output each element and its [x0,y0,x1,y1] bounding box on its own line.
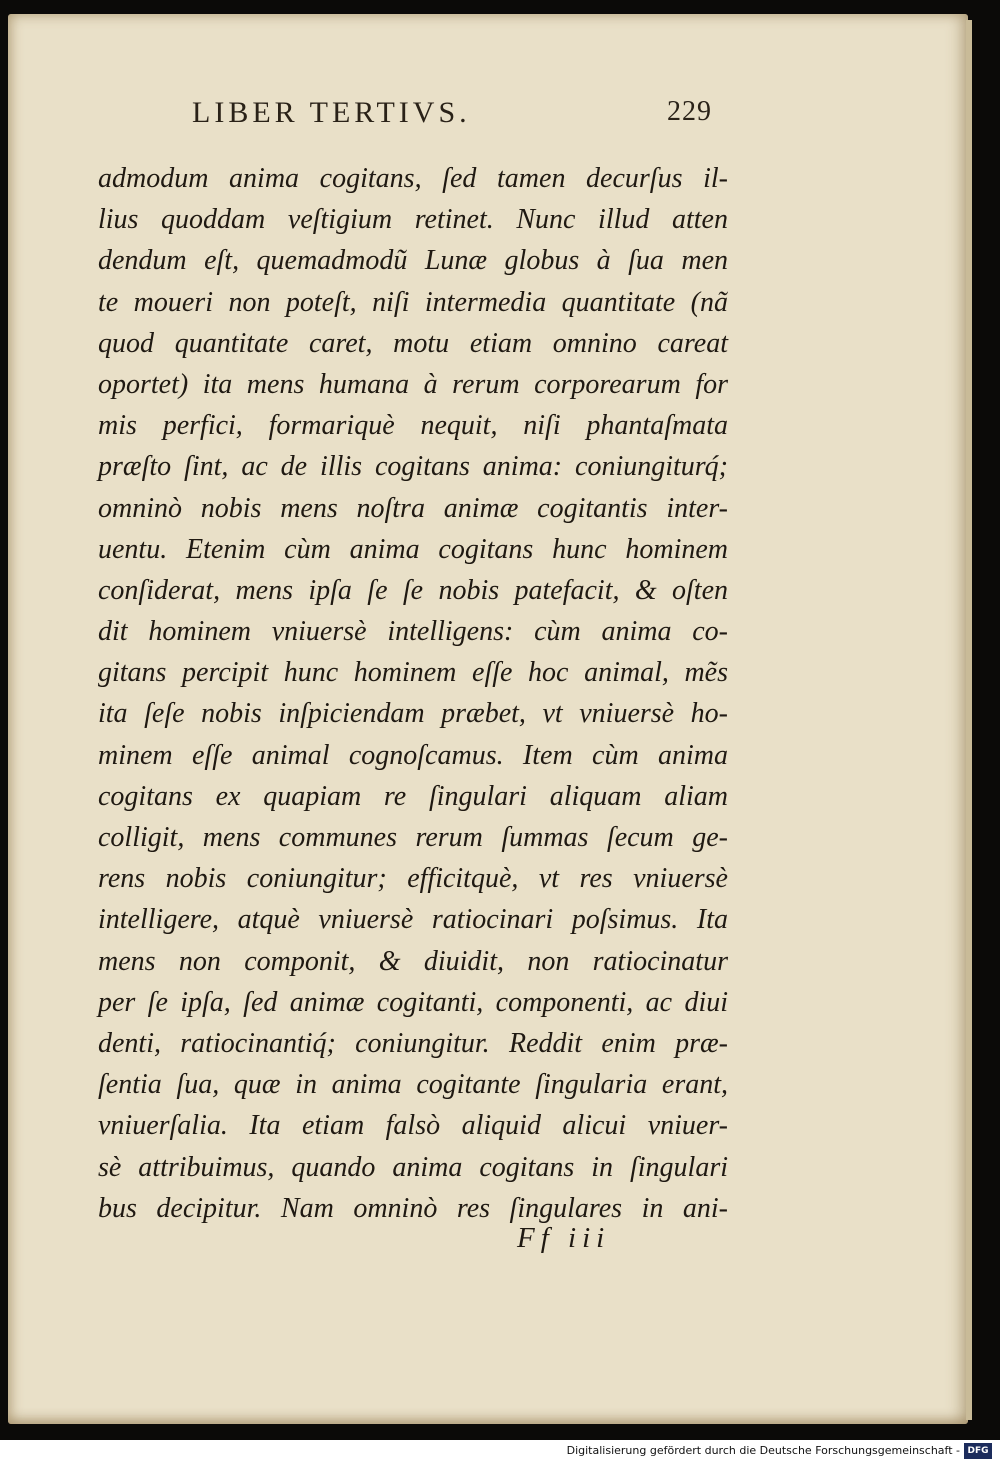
text-line: uentu. Etenim cùm anima cogitans hunc hominem [98,533,728,565]
text-line: mis perfici, formariquè nequit, niſi phantaſmata [98,410,728,442]
text-line: minem eſſe animal cognoſcamus. Item cùm anima [98,739,728,771]
text-line: quod quantitate caret, motu etiam omnino careat [98,327,728,359]
text-line: dendum eſt, quemadmodũ Lunæ globus à ſua men [98,245,728,277]
text-line: mens non componit, & diuidit, non ratiocinatur [98,945,728,977]
text-line: cogitans ex quapiam re ſingulari aliquam aliam [98,780,728,812]
text-line: gitans percipit hunc hominem eſſe hoc animal, mẽs [98,657,728,689]
text-line: vniuerſalia. Ita etiam falsò aliquid alicui vniuer- [98,1110,728,1142]
page-number: 229 [667,96,712,127]
text-line: per ſe ipſa, ſed animæ cogitanti, componenti, ac diui [98,986,728,1018]
text-line: denti, ratiocinantiq́; coniungitur. Reddit enim præ- [98,1027,728,1059]
text-line: ita ſeſe nobis inſpiciendam præbet, vt vniuersè ho- [98,698,728,730]
text-line: conſiderat, mens ipſa ſe ſe nobis patefacit, & oſten [98,574,728,606]
text-line: intelligere, atquè vniuersè ratiocinari poſsimus. Ita [98,904,728,936]
text-line: sè attribuimus, quando anima cogitans in ſingulari [98,1151,728,1183]
text-line: rens nobis coniungitur; efficitquè, vt res vniuersè [98,863,728,895]
text-line: ſentia ſua, quæ in anima cogitante ſingularia erant, [98,1069,728,1101]
text-line: omninò nobis mens noſtra animæ cogitantis inter- [98,492,728,524]
running-head [192,96,712,136]
footer [0,1440,1000,1465]
text-line: dit hominem vniuersè intelligens: cùm anima co- [98,616,728,648]
signature-mark: Ff iii [517,1222,611,1254]
dfg-logo: DFG [964,1443,992,1459]
page-edge [966,20,972,1420]
funding-credit: Digitalisierung gefördert durch die Deutsche Forschungsgemeinschaft - [566,1444,960,1457]
text-line: admodum anima cogitans, ſed tamen decurſus il- [98,163,728,194]
text-line: te moueri non poteſt, niſi intermedia quantitate (nã [98,286,728,318]
text-line: bus decipitur. Nam omninò res ſingulares in ani- [98,1192,728,1224]
text-line: colligit, mens communes rerum ſummas ſecum ge- [98,822,728,853]
running-head-title: LIBER TERTIVS. [192,96,471,129]
text-line: præſto ſint, ac de illis cogitans anima: coniungiturq́; [98,451,728,483]
body-text [98,158,728,1229]
text-line: lius quoddam veſtigium retinet. Nunc illud atten [98,204,728,236]
text-line: oportet) ita mens humana à rerum corporearum for [98,368,728,400]
